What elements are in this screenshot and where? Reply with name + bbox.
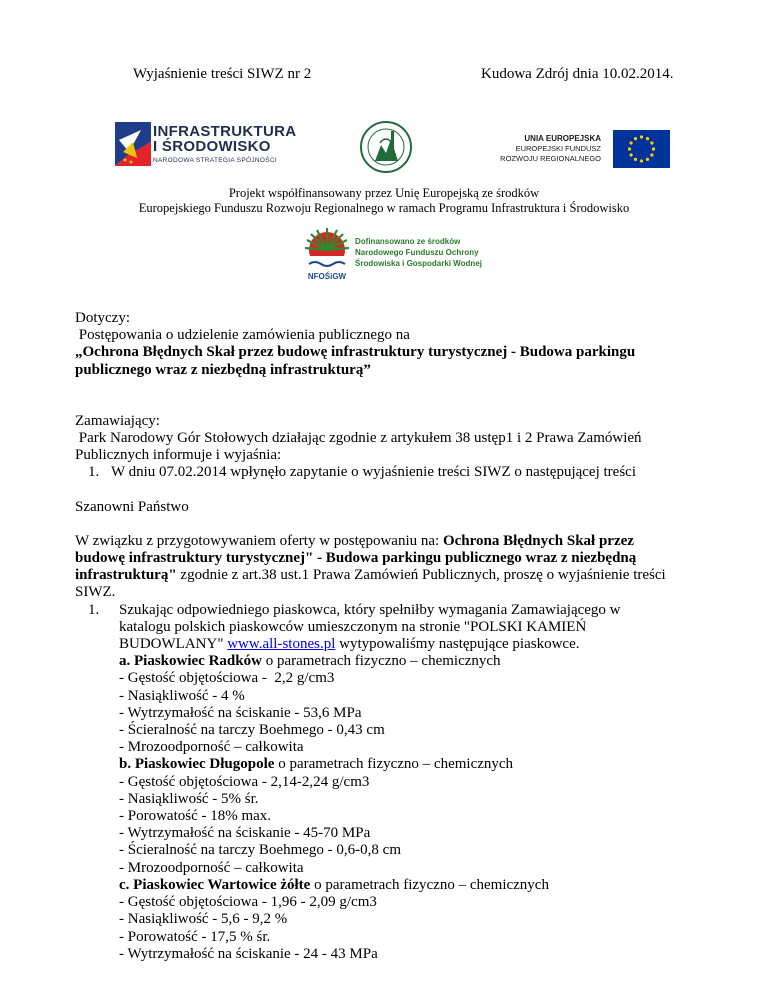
list-item [75, 464, 705, 481]
nfosigw-line-2: Narodowego Funduszu Ochrony [355, 248, 479, 257]
document-title: Wyjaśnienie treści SIWZ nr 2 [133, 66, 312, 82]
nfosigw-emblem-icon [303, 226, 351, 272]
list-number: 1. [88, 464, 100, 481]
letter-paragraph-line-4: SIWZ. [75, 584, 116, 601]
list-number: 1. [88, 601, 100, 618]
project-note [0, 186, 768, 216]
document-date: Kudowa Zdrój dnia 10.02.2014. [481, 66, 674, 82]
stone-suffix: o parametrach fizyczno – chemicznych [261, 653, 501, 670]
all-stones-link[interactable]: www.all-stones.pl [227, 636, 336, 653]
letter-greeting: Szanowni Państwo [75, 498, 189, 515]
stone-parameter: - Nasiąkliwość - 5% śr. [119, 790, 259, 807]
infrastruktura-title-2: I ŚRODOWISKO [153, 138, 271, 155]
list-item-text: Szukając odpowiedniego piaskowca, który spełniłby wymagania Zamawiającego w [119, 601, 621, 618]
park-seal-icon [360, 121, 412, 173]
infrastruktura-title: INFRASTRUKTURA [153, 123, 297, 140]
nfosigw-line-3: Środowiska i Gospodarki Wodnej [355, 259, 482, 268]
stone-parameter: - Mrozoodporność – całkowita [119, 859, 304, 876]
stone-name: Wartowice żółte [207, 876, 311, 893]
zamawiajacy-line-2: Publicznych informuje i wyjaśnia: [75, 447, 282, 464]
letter-text: W związku z przygotowywaniem oferty w postępowaniu na: [75, 532, 443, 549]
stone-parameter: - Mrozoodporność – całkowita [119, 739, 304, 756]
ue-line-3: ROZWOJU REGIONALNEGO [500, 154, 601, 163]
eu-flag-icon [613, 130, 670, 168]
list-item-text: W dniu 07.02.2014 wpłynęło zapytanie o wyjaśnienie treści SIWZ o następującej treści [111, 464, 636, 481]
list-item-text-2: katalogu polskich piaskowców umieszczonym na stronie "POLSKI KAMIEŃ [119, 618, 587, 635]
stone-list [75, 653, 705, 963]
stone-prefix: c. Piaskowiec [119, 876, 208, 893]
tender-title-line-1: „Ochrona Błędnych Skał przez budowę infrastruktury turystycznej - Budowa parkingu [75, 344, 636, 361]
stone-parameter: - Wytrzymałość na ściskanie - 45-70 MPa [119, 825, 371, 842]
letter-paragraph-line-3 [75, 567, 705, 584]
project-note-line-1: Projekt współfinansowany przez Unię Europejską ze środków [228, 186, 540, 200]
ue-text [478, 134, 601, 164]
letter-bold-text: Ochrona Błędnych Skał przez [442, 532, 634, 549]
stone-heading [75, 877, 705, 894]
stone-parameter: - Ścieralność na tarczy Boehmego - 0,6-0,8 cm [119, 842, 401, 859]
stone-suffix: o parametrach fizyczno – chemicznych [274, 756, 514, 773]
letter-bold-text: infrastrukturą" [75, 567, 177, 584]
stone-parameter: - Ścieralność na tarczy Boehmego - 0,43 cm [119, 722, 385, 739]
stone-prefix: b. Piaskowiec [119, 756, 210, 773]
project-note-line-2: Europejskiego Funduszu Rozwoju Regionalnego w ramach Programu Infrastruktura i Środowisko [138, 201, 630, 215]
nfosigw-text [355, 236, 482, 269]
stone-parameter: - Nasiąkliwość - 4 % [119, 687, 245, 704]
ue-line-2: EUROPEJSKI FUNDUSZ [515, 144, 601, 153]
stone-prefix: a. Piaskowiec [119, 653, 209, 670]
stone-parameter: - Gęstość objętościowa - 2,14-2,24 g/cm3 [119, 773, 370, 790]
stone-heading [75, 756, 705, 773]
stone-name: Radków [208, 653, 262, 670]
infrastruktura-logo [115, 122, 297, 172]
list-text: BUDOWLANY" [119, 636, 228, 653]
zamawiajacy-line-1: Park Narodowy Gór Stołowych działając zgodnie z artykułem 38 ustęp1 i 2 Prawa Zamówień [75, 430, 642, 447]
stone-parameter: - Nasiąkliwość - 5,6 - 9,2 % [119, 911, 288, 928]
stone-suffix: o parametrach fizyczno – chemicznych [310, 876, 549, 893]
stone-name: Długopole [209, 756, 275, 773]
infrastruktura-flag-icon [115, 122, 151, 166]
tender-title-line-2: publicznego wraz z niezbędną infrastrukturą” [75, 361, 371, 378]
dotyczy-line: Postępowania o udzielenie zamówienia publicznego na [75, 327, 410, 344]
letter-text: zgodnie z art.38 ust.1 Prawa Zamówień Publicznych, proszę o wyjaśnienie treści [176, 567, 666, 584]
dotyczy-label: Dotyczy: [75, 310, 130, 326]
nfosigw-line-1: Dofinansowano ze środków [355, 237, 461, 246]
stone-parameter: - Porowatość - 17,5 % śr. [119, 928, 271, 945]
stone-parameter: - Gęstość objętościowa - 1,96 - 2,09 g/cm3 [119, 894, 377, 911]
stone-parameter: - Wytrzymałość na ściskanie - 53,6 MPa [119, 704, 362, 721]
infrastruktura-subtitle: NARODOWA STRATEGIA SPÓJNOŚCI [153, 157, 277, 164]
stone-parameter: - Wytrzymałość na ściskanie - 24 - 43 MPa [119, 945, 378, 962]
nfosigw-label: NFOŚiGW [307, 272, 347, 281]
letter-paragraph-line-1 [75, 533, 705, 550]
document-body [75, 310, 705, 963]
nfosigw-logo [303, 226, 483, 282]
list-item-text-3 [75, 636, 705, 653]
zamawiajacy-label: Zamawiający: [75, 412, 160, 429]
list-text: wytypowaliśmy następujące piaskowce. [335, 636, 580, 653]
stone-heading [75, 653, 705, 670]
infrastruktura-text [153, 124, 296, 164]
stone-parameter: - Gęstość objętościowa - 2,2 g/cm3 [119, 670, 335, 687]
ue-line-1: UNIA EUROPEJSKA [524, 134, 601, 143]
letter-paragraph-line-2: budowę infrastruktury turystycznej" - Budowa parkingu publicznego wraz z niezbędną [75, 550, 637, 567]
stone-parameter: - Porowatość - 18% max. [119, 808, 272, 825]
list-item [75, 602, 705, 619]
